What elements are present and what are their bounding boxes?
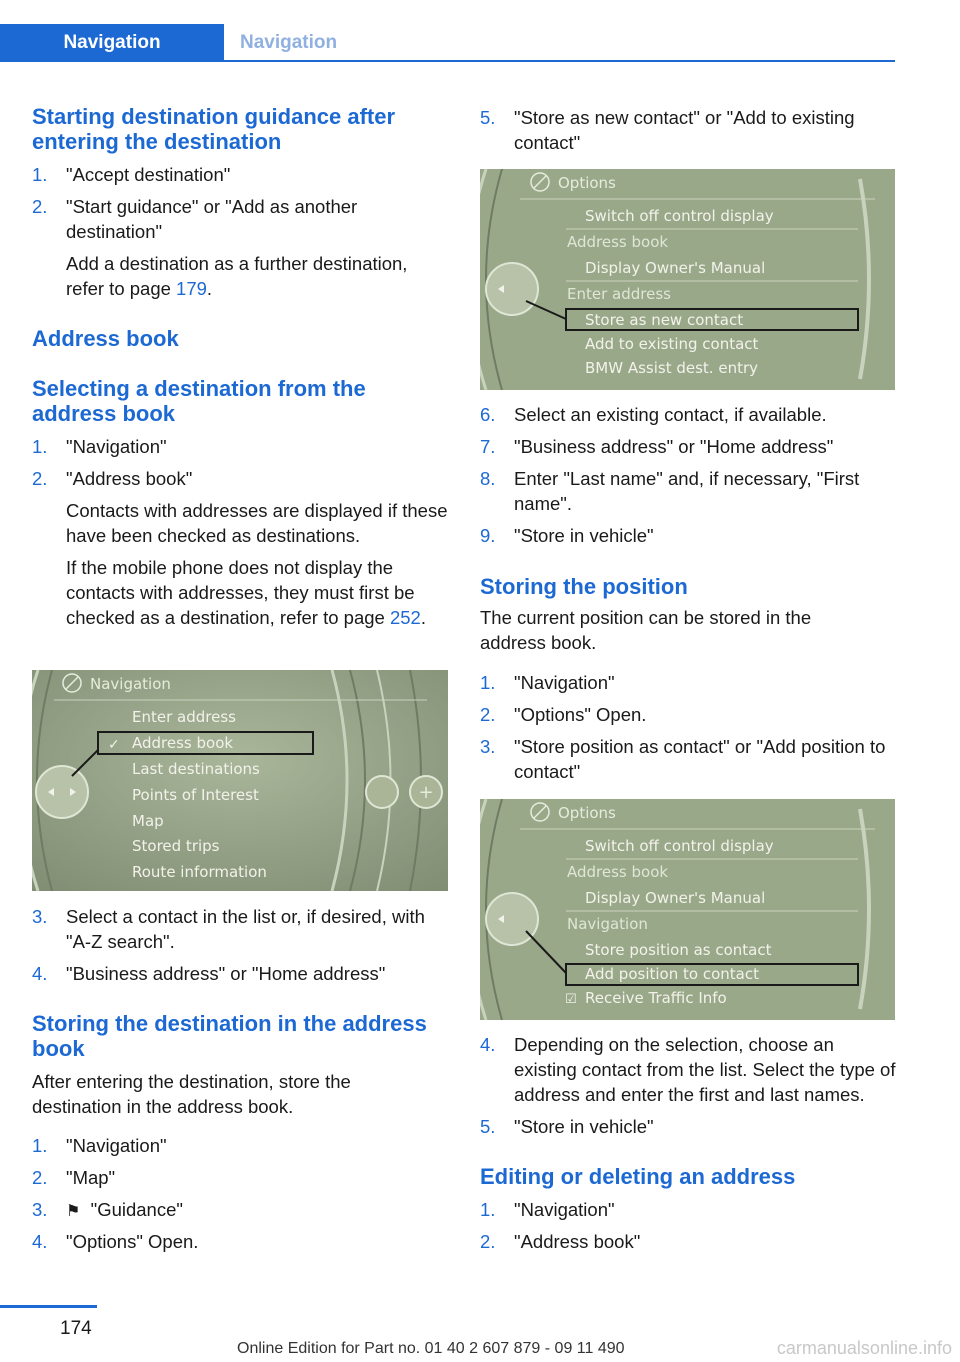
header-rule xyxy=(0,60,895,62)
menu-item: Enter address xyxy=(132,708,236,726)
contacts-note: Contacts with addresses are displayed if these have been checked as destinations. xyxy=(66,500,448,546)
screen-title: Navigation xyxy=(90,675,171,693)
menu-group-label: Address book xyxy=(567,863,669,881)
heading-selecting-destination: Selecting a destination from the address book xyxy=(32,376,366,426)
options-menu-screenshot xyxy=(480,169,895,390)
position-paragraph: The current position can be stored in the address book. xyxy=(480,607,812,653)
list-item: 1. "Accept destination" xyxy=(32,164,231,185)
list-item: 4. Depending on the selection, choose an existing contact from the list. Select the type of address and enter the first and last names. xyxy=(480,1034,896,1105)
menu-group-label: Address book xyxy=(567,233,669,251)
mobile-note: If the mobile phone does not display the contacts with addresses, they must first be checked as a destination, refer to page 252. xyxy=(66,557,426,628)
position-options-screenshot xyxy=(480,799,895,1020)
list-item: 5. "Store in vehicle" xyxy=(480,1116,654,1137)
menu-item: Receive Traffic Info xyxy=(585,989,727,1007)
list-item: 5. "Store as new contact" or "Add to existing contact" xyxy=(480,107,855,153)
header-subsection-tab: Navigation xyxy=(240,32,338,53)
list-item: 4. "Options" Open. xyxy=(32,1231,199,1252)
heading-address-book: Address book xyxy=(32,326,179,351)
storing-paragraph: After entering the destination, store the destination in the address book. xyxy=(32,1071,351,1117)
heading-editing-deleting: Editing or deleting an address xyxy=(480,1164,796,1189)
list-item: 2. "Map" xyxy=(32,1167,116,1188)
menu-item: Add to existing contact xyxy=(585,335,759,353)
menu-item: Display Owner's Manual xyxy=(585,259,766,277)
menu-group-label: Navigation xyxy=(567,915,648,933)
list-item: 2. "Start guidance" or "Add as another destination" xyxy=(32,196,358,242)
list-item: 3. "Store position as contact" or "Add position to contact" xyxy=(480,736,886,782)
list-item: 3. Select a contact in the list or, if desired, with "A-Z search". xyxy=(32,906,425,952)
list-item: 1. "Navigation" xyxy=(32,1135,167,1156)
menu-item: Display Owner's Manual xyxy=(585,889,766,907)
menu-item: Address book xyxy=(132,734,234,752)
start-note: Add a destination as a further destination, refer to page 179. xyxy=(66,253,408,299)
heading-storing-destination: Storing the destination in the address book xyxy=(32,1011,427,1061)
list-item: 3. ⚑ "Guidance" xyxy=(32,1199,183,1220)
list-item: 1. "Navigation" xyxy=(480,1199,615,1220)
menu-item: Add position to contact xyxy=(585,965,759,983)
controller-knob-icon xyxy=(486,263,538,315)
check-icon: ✓ xyxy=(108,737,120,753)
list-item: 6. Select an existing contact, if available. xyxy=(480,404,827,425)
list-item: 1. "Navigation" xyxy=(480,672,615,693)
page-link-252[interactable]: 252 xyxy=(389,607,421,628)
watermark: carmanualsonline.info xyxy=(776,1338,952,1358)
menu-item: Store as new contact xyxy=(585,311,744,329)
list-item: 2. "Options" Open. xyxy=(480,704,647,725)
svg-text:+: + xyxy=(418,782,434,803)
controller-knob-icon xyxy=(36,766,88,818)
screen-title: Options xyxy=(558,804,616,822)
list-item: 9. "Store in vehicle" xyxy=(480,525,654,546)
menu-item: Switch off control display xyxy=(585,837,774,855)
page-header xyxy=(0,0,895,62)
page-number: 174 xyxy=(60,1318,92,1339)
header-section-tab: Navigation xyxy=(0,24,224,61)
list-item: 4. "Business address" or "Home address" xyxy=(32,963,386,984)
list-item: 7. "Business address" or "Home address" xyxy=(480,436,834,457)
menu-item: Points of Interest xyxy=(132,786,259,804)
menu-item: Map xyxy=(132,812,164,830)
list-item: 1. "Navigation" xyxy=(32,436,167,457)
online-edition-note: Online Edition for Part no. 01 40 2 607 879 - 09 11 490 xyxy=(237,1340,625,1357)
checkbox-icon: ☑ xyxy=(565,992,577,1007)
heading-starting-guidance: Starting destination guidance after entering the destination xyxy=(32,104,396,154)
menu-group-label: Enter address xyxy=(567,285,671,303)
menu-item: Switch off control display xyxy=(585,207,774,225)
heading-storing-position: Storing the position xyxy=(480,574,688,599)
screen-title: Options xyxy=(558,174,616,192)
menu-item: Store position as contact xyxy=(585,941,772,959)
guidance-flag-icon: ⚑ xyxy=(66,1203,81,1220)
navigation-menu-screenshot xyxy=(32,670,448,891)
menu-item: Stored trips xyxy=(132,837,220,855)
list-item: 2. "Address book" xyxy=(32,468,193,489)
menu-item: BMW Assist dest. entry xyxy=(585,359,758,377)
menu-item: Last destinations xyxy=(132,760,260,778)
menu-item: Route information xyxy=(132,863,267,881)
guidance-icon xyxy=(366,776,398,808)
list-item: 8. Enter "Last name" and, if necessary, "First name". xyxy=(480,468,860,514)
list-item: 2. "Address book" xyxy=(480,1231,641,1252)
footer-rule xyxy=(0,1305,97,1308)
controller-knob-icon xyxy=(486,893,538,945)
page-link-179[interactable]: 179 xyxy=(176,278,207,299)
